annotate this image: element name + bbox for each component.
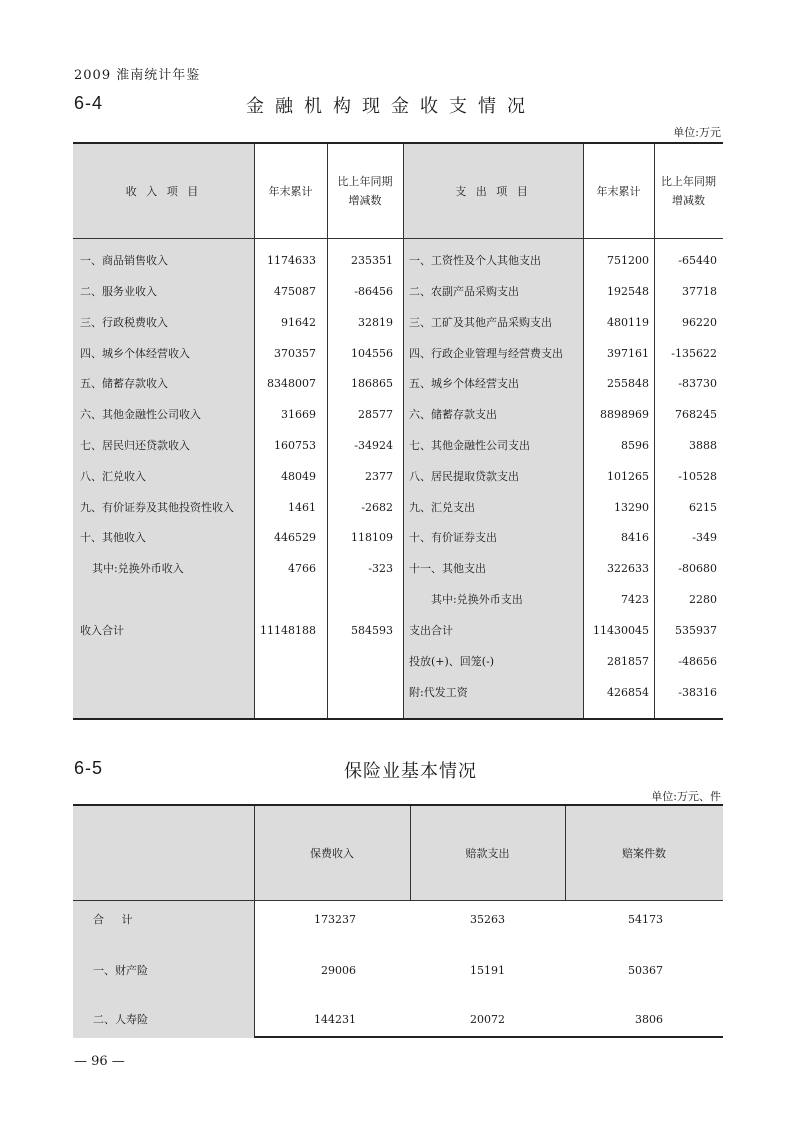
expense-change: 6215 xyxy=(689,501,717,514)
insurance-premium: 173237 xyxy=(314,913,356,926)
income-total: 11148188 xyxy=(260,624,316,637)
insurance-cases: 54173 xyxy=(628,913,663,926)
header-income-item: 收 入 项 目 xyxy=(125,184,202,198)
expense-change: 96220 xyxy=(682,316,717,329)
expense-label: 十、有价证券支出 xyxy=(409,531,497,544)
insurance-claims: 15191 xyxy=(470,964,505,977)
expense-total: 101265 xyxy=(607,470,649,483)
income-label: 五、储蓄存款收入 xyxy=(80,377,168,390)
expense-total: 397161 xyxy=(607,347,649,360)
expense-label: 五、城乡个体经营支出 xyxy=(409,377,519,390)
income-change: -86456 xyxy=(354,285,393,298)
income-change: 2377 xyxy=(365,470,393,483)
income-label: 八、汇兑收入 xyxy=(80,470,146,483)
expense-label: 二、农副产品采购支出 xyxy=(409,285,519,298)
income-label: 二、服务业收入 xyxy=(80,285,157,298)
income-total: 160753 xyxy=(274,439,316,452)
income-label: 一、商品销售收入 xyxy=(80,254,168,267)
expense-label: 其中:兑换外币支出 xyxy=(431,593,523,606)
expense-change: -135622 xyxy=(671,347,717,360)
expense-change: -65440 xyxy=(678,254,717,267)
expense-label: 附:代发工资 xyxy=(409,686,468,699)
income-label: 收入合计 xyxy=(80,624,124,637)
income-change: 104556 xyxy=(351,347,393,360)
table-6-5-title: 保险业基本情况 xyxy=(344,761,477,782)
expense-label: 三、工矿及其他产品采购支出 xyxy=(409,316,552,329)
income-total: 91642 xyxy=(281,316,316,329)
income-change: 186865 xyxy=(351,377,393,390)
insurance-cases: 50367 xyxy=(628,964,663,977)
table-6-4-title: 金融机构现金收支情况 xyxy=(246,96,536,117)
expense-total: 8416 xyxy=(621,531,649,544)
header-expense-total: 年末累计 xyxy=(596,184,641,198)
yearbook-header: 2009 淮南统计年鉴 xyxy=(74,68,201,83)
expense-change: 768245 xyxy=(675,408,717,421)
expense-total: 480119 xyxy=(607,316,649,329)
insurance-cases: 3806 xyxy=(635,1013,663,1026)
expense-total: 322633 xyxy=(607,562,649,575)
expense-change: -349 xyxy=(692,531,717,544)
income-change: 235351 xyxy=(351,254,393,267)
insurance-claims: 35263 xyxy=(470,913,505,926)
income-total: 31669 xyxy=(281,408,316,421)
insurance-premium: 29006 xyxy=(321,964,356,977)
income-change: -323 xyxy=(368,562,393,575)
expense-label: 十一、其他支出 xyxy=(409,562,486,575)
table-6-4-unit: 单位:万元 xyxy=(673,126,721,139)
expense-change: 535937 xyxy=(675,624,717,637)
income-label: 六、其他金融性公司收入 xyxy=(80,408,201,421)
page-number: — 96 — xyxy=(74,1054,125,1069)
expense-total: 7423 xyxy=(621,593,649,606)
income-label: 其中:兑换外币收入 xyxy=(92,562,184,575)
insurance-table xyxy=(73,804,723,1038)
income-total: 475087 xyxy=(274,285,316,298)
income-total: 1461 xyxy=(288,501,316,514)
header-income-change: 比上年同期 增减数 xyxy=(337,175,393,207)
expense-total: 751200 xyxy=(607,254,649,267)
income-change: 28577 xyxy=(358,408,393,421)
expense-total: 11430045 xyxy=(593,624,649,637)
income-change: 118109 xyxy=(351,531,393,544)
income-label: 三、行政税费收入 xyxy=(80,316,168,329)
income-change: 32819 xyxy=(358,316,393,329)
income-total: 1174633 xyxy=(267,254,316,267)
expense-change: 3888 xyxy=(689,439,717,452)
income-total: 48049 xyxy=(281,470,316,483)
expense-label: 八、居民提取贷款支出 xyxy=(409,470,519,483)
header-cases: 赔案件数 xyxy=(622,847,666,860)
expense-total: 426854 xyxy=(607,686,649,699)
insurance-row-label: 二、人寿险 xyxy=(93,1013,148,1026)
expense-total: 255848 xyxy=(607,377,649,390)
header-claims: 赔款支出 xyxy=(465,847,510,860)
income-label: 七、居民归还贷款收入 xyxy=(80,439,190,452)
header-expense-item: 支 出 项 目 xyxy=(455,184,531,198)
expense-change: -80680 xyxy=(678,562,717,575)
income-total: 446529 xyxy=(274,531,316,544)
expense-change: -83730 xyxy=(678,377,717,390)
expense-total: 13290 xyxy=(614,501,649,514)
expense-change: -38316 xyxy=(678,686,717,699)
income-change: 584593 xyxy=(351,624,393,637)
expense-change: 2280 xyxy=(689,593,717,606)
expense-total: 8596 xyxy=(621,439,649,452)
income-label: 九、有价证券及其他投资性收入 xyxy=(80,501,234,514)
header-divider xyxy=(73,238,723,239)
expense-label: 四、行政企业管理与经营费支出 xyxy=(409,347,563,360)
cash-flow-table xyxy=(73,142,723,720)
insurance-claims: 20072 xyxy=(470,1013,505,1026)
expense-label: 支出合计 xyxy=(409,624,453,637)
expense-total: 8898969 xyxy=(600,408,649,421)
income-label: 四、城乡个体经营收入 xyxy=(80,347,190,360)
expense-label: 九、汇兑支出 xyxy=(409,501,475,514)
expense-label: 六、储蓄存款支出 xyxy=(409,408,497,421)
expense-change: 37718 xyxy=(682,285,717,298)
expense-change: -10528 xyxy=(678,470,717,483)
expense-change: -48656 xyxy=(678,655,717,668)
expense-label: 七、其他金融性公司支出 xyxy=(409,439,530,452)
income-change: -34924 xyxy=(354,439,393,452)
expense-total: 192548 xyxy=(607,285,649,298)
insurance-premium: 144231 xyxy=(314,1013,356,1026)
income-label: 十、其他收入 xyxy=(80,531,146,544)
expense-label: 一、工资性及个人其他支出 xyxy=(409,254,541,267)
expense-label: 投放(+)、回笼(-) xyxy=(409,655,495,668)
table-6-5-unit: 单位:万元、件 xyxy=(651,790,721,803)
header-income-total: 年末累计 xyxy=(268,184,313,198)
table-6-5-number: 6-5 xyxy=(74,758,104,778)
income-total: 370357 xyxy=(274,347,316,360)
income-change: -2682 xyxy=(361,501,393,514)
insurance-row-label: 合 计 xyxy=(93,913,133,926)
income-total: 4766 xyxy=(288,562,316,575)
insurance-row-label: 一、财产险 xyxy=(93,964,148,977)
expense-total: 281857 xyxy=(607,655,649,668)
income-total: 8348007 xyxy=(267,377,316,390)
header-premium: 保费收入 xyxy=(310,847,354,860)
table-6-4-number: 6-4 xyxy=(74,93,104,113)
header-expense-change: 比上年同期 增减数 xyxy=(661,175,716,207)
